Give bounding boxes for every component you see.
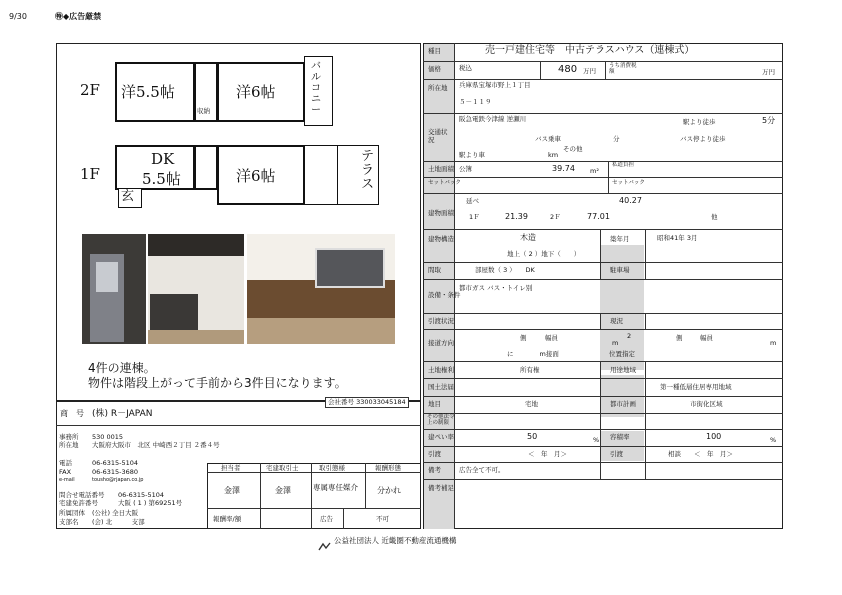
fax-label: FAX <box>59 468 72 476</box>
land-unit: m² <box>590 167 599 175</box>
layout-label: 間取 <box>428 266 441 274</box>
layout-value: 部屋数（ 3 ） DK <box>475 266 535 274</box>
staff-header-fee: 報酬形態 <box>375 464 401 472</box>
stories-value: 地上（ 2 ）地下（ ） <box>507 250 581 258</box>
staff-agent: 金澤 <box>275 486 291 495</box>
room-2f-east-label: 洋6帖 <box>236 83 276 101</box>
staff-mode: 専属専任媒介 <box>313 483 358 492</box>
transport-label: 交通状況 <box>428 128 448 144</box>
price-label: 価格 <box>428 65 441 73</box>
office-label: 事務所 <box>59 433 79 441</box>
ad-value: 不可 <box>376 515 389 523</box>
office-value: 530 0015 <box>92 433 124 441</box>
floor2-label: 2Ｆ <box>550 213 561 221</box>
storage-label: 収納 <box>197 107 210 115</box>
land-category-label: 地目 <box>428 400 441 408</box>
bus-min: 分 <box>613 135 620 143</box>
handover-label: 引渡 <box>428 450 441 458</box>
road-unit-2: m <box>770 339 777 347</box>
facilities-value: 都市ガス バス・トイレ別 <box>459 284 533 292</box>
road-width-label-1: 幅員 <box>545 334 558 342</box>
category-label: 種目 <box>428 47 441 55</box>
land-right-value: 所有権 <box>520 366 540 374</box>
other-transport-label: その他 <box>563 145 583 153</box>
walk-value: 5分 <box>762 116 776 125</box>
land-area-value: 39.74 <box>552 164 575 173</box>
room-2f-west-label: 洋5.5帖 <box>121 83 175 101</box>
branch-label: 支部名 <box>59 518 79 526</box>
city-plan-label: 都市計画 <box>610 400 636 408</box>
handover-status-label: 引渡状況 <box>428 317 454 325</box>
fax-value: 06-6315-3680 <box>92 468 139 476</box>
category-value: 売一戸建住宅等 中古テラスハウス（連棟式） <box>485 45 695 56</box>
supplement-label: 備考補足 <box>428 484 454 492</box>
road-label: 接道方向 <box>428 339 454 347</box>
location-value: 兵庫県宝塚市野上１丁目 <box>459 81 531 89</box>
staff-fee: 分かれ <box>377 486 401 495</box>
from-station-label: 駅より車 <box>459 151 485 159</box>
stair-1f <box>194 145 218 190</box>
land-kind: 公簿 <box>459 165 472 173</box>
road-width-label-2: 幅員 <box>700 334 713 342</box>
delivery-label: 引渡 <box>610 450 623 458</box>
building-area-label: 建物面積 <box>428 209 454 217</box>
coverage-value: 50 <box>527 432 538 441</box>
mail-label: e-mail <box>59 477 75 483</box>
floor-area-ratio-value: 100 <box>706 432 722 441</box>
room-1f-dk-label-a: DK <box>151 150 175 168</box>
floor1-label: 1Ｆ <box>469 213 480 221</box>
land-category-value: 宅地 <box>525 400 538 408</box>
bus-label: バス乗車 <box>535 135 561 143</box>
tax-label: うち消費税額 <box>609 63 637 75</box>
footer-association: 公益社団法人 近畿圏不動産流通機構 <box>334 536 457 545</box>
coverage-unit: % <box>593 436 600 444</box>
road-side-1: 側 <box>520 334 527 342</box>
use-district-value: 第一種低層住居専用地域 <box>660 383 732 391</box>
structure-value: 木造 <box>520 233 536 242</box>
price-value: 480 <box>558 64 578 75</box>
note-line1: 4件の連棟。 <box>88 361 156 375</box>
floor-area-ratio-label: 容積率 <box>610 433 630 441</box>
tel-value: 06-6315-5104 <box>92 459 139 467</box>
terrace-label: テラス <box>361 149 375 192</box>
floor-2f-label: 2F <box>80 81 100 99</box>
current-status-label: 現況 <box>610 317 623 325</box>
staff-person: 金澤 <box>224 486 240 495</box>
bus-stop-label: バス停より徒歩 <box>680 135 726 143</box>
legal-label: その他法令上の制限 <box>427 414 455 426</box>
structure-label: 建物構造 <box>428 235 454 243</box>
far-unit: % <box>770 436 777 444</box>
setback-label: セットバック <box>428 180 461 186</box>
price-prefix: 税込 <box>459 64 472 72</box>
fax-date: 9/30 <box>9 12 27 21</box>
floor-1f-label: 1F <box>80 165 100 183</box>
remarks-label: 備考 <box>428 466 441 474</box>
branch-value: (会) 北 支部 <box>92 518 145 526</box>
inquiry-value: 06-6315-5104 <box>118 491 165 499</box>
room-1f-dk-label-b: 5.5帖 <box>142 170 181 188</box>
total-floor-label: 延べ <box>466 197 479 205</box>
staff-header-agent: 宅建取引士 <box>266 464 299 472</box>
tel-label: 電話 <box>59 459 72 467</box>
parking-label: 駐車場 <box>610 266 630 274</box>
use-district-label: 用途地域 <box>610 366 636 374</box>
assoc-value: (公社) 全日大阪 <box>92 509 139 517</box>
staff-header-person: 担当者 <box>221 464 241 472</box>
road-no-2: 2 <box>627 332 632 340</box>
frontage-value: に m接面 <box>507 350 559 358</box>
private-road-label: 私道負担 <box>612 162 635 168</box>
photo-room <box>247 234 395 344</box>
built-value: 昭和41年 3月 <box>657 234 698 242</box>
km-unit: km <box>548 151 559 159</box>
land-right-label: 土地権利 <box>428 366 454 374</box>
room-1f-east-label: 洋6帖 <box>236 167 276 185</box>
license-label: 宅建免許番号 <box>59 499 98 507</box>
national-land-label: 国土法届 <box>428 383 454 391</box>
facilities-label: 設備・条件 <box>428 291 461 299</box>
walk-label: 駅より徒歩 <box>683 118 716 126</box>
inquiry-label: 問合せ電話番号 <box>59 491 105 499</box>
station-value: 阪急電鉄今津線 逆瀬川 <box>459 115 527 123</box>
delivery-value: 相談 ＜ 年 月＞ <box>668 450 733 458</box>
company-reg-no: 会社番号 330033045184 <box>325 397 409 408</box>
note-line2: 物件は階段上がって手前から3件目になります。 <box>88 376 347 390</box>
fee-rate-label: 報酬率/額 <box>213 515 242 523</box>
address-label: 所在地 <box>59 441 79 449</box>
mail-value: tousho@rjapan.co.jp <box>92 477 144 483</box>
setback-label-2: セットバック <box>612 180 645 186</box>
handover-value: ＜ 年 月＞ <box>528 450 567 458</box>
floor1-area: 21.39 <box>505 212 528 221</box>
ad-label: 広告 <box>320 515 333 523</box>
staff-header-mode: 取引態様 <box>319 464 345 472</box>
remarks-value: 広告全て不可。 <box>459 466 505 474</box>
balcony-label: バルコニー <box>311 61 321 116</box>
road-side-2: 側 <box>676 334 683 342</box>
built-label: 築年月 <box>610 235 630 243</box>
ad-ban-label: ㊕◆広告厳禁 <box>55 12 102 21</box>
photo-kitchen <box>148 234 244 344</box>
tax-unit: 万円 <box>762 68 775 76</box>
land-area-label: 土地面積 <box>428 165 454 173</box>
assoc-label: 所属団体 <box>59 509 85 517</box>
entrance-label: 玄 <box>121 189 135 204</box>
license-value: 大阪 ( 1 ) 第69251号 <box>118 499 183 507</box>
photo-entrance <box>82 234 146 344</box>
other-area-label: 他 <box>711 213 718 221</box>
city-plan-value: 市街化区域 <box>690 400 723 408</box>
position-label: 位置指定 <box>609 350 635 358</box>
coverage-label: 建ぺい率 <box>428 433 454 441</box>
address-value: 大阪府大阪市 北区 中崎西２丁目 ２番４号 <box>92 441 220 449</box>
location-label: 所在地 <box>428 84 448 92</box>
total-floor-value: 40.27 <box>619 196 642 205</box>
floor2-area: 77.01 <box>587 212 610 221</box>
price-unit: 万円 <box>583 67 596 75</box>
trade-name: (株) R－JAPAN <box>92 409 153 419</box>
association-logo-icon <box>318 536 332 545</box>
trade-label: 商 号 <box>60 409 84 418</box>
lot-value: ５－１１９ <box>459 98 492 106</box>
road-unit-1: m <box>612 339 619 347</box>
